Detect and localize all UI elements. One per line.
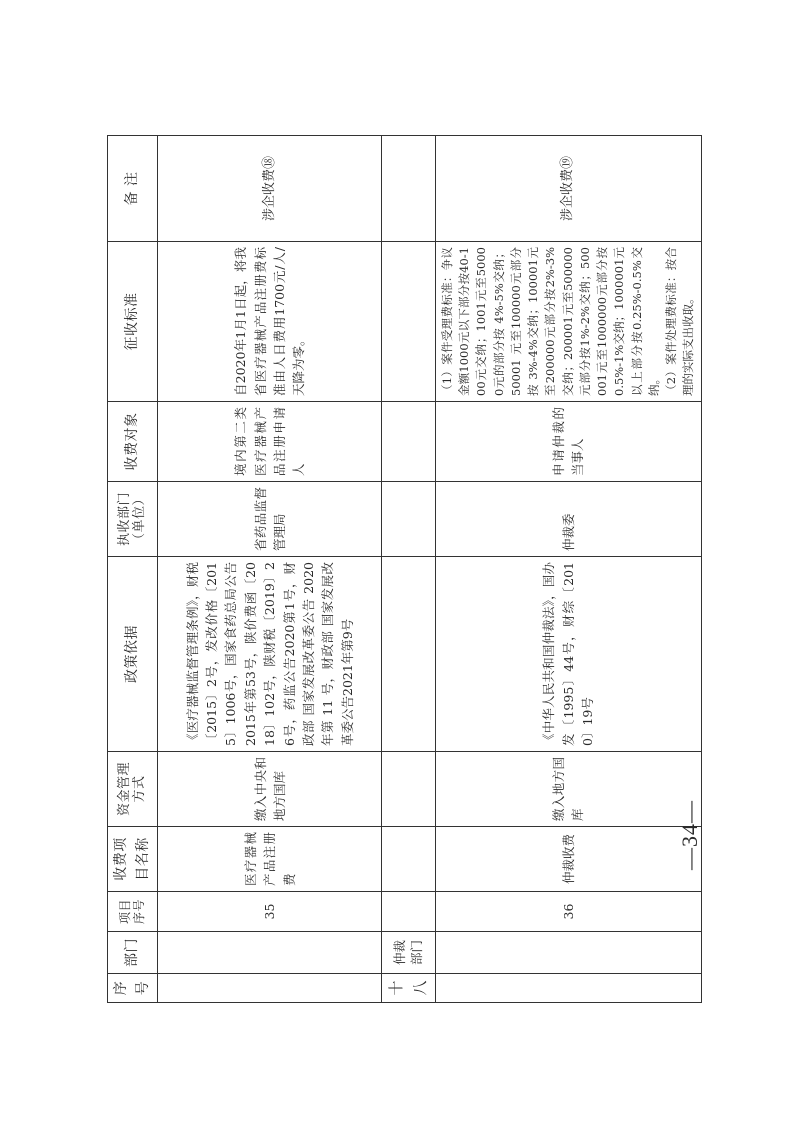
cell-section-dept: 仲裁部门 [382,932,436,974]
cell-empty [382,242,436,402]
table-row-section-18 [382,136,436,1003]
table-row-36 [435,136,701,1003]
header-payer: 收费对象 [108,402,158,482]
header-notes: 备 注 [108,136,158,242]
cell-empty [382,892,436,932]
standard-part-1: （1）案件受理费标准：争议金额1000元以下部分按40-100元交纳；1001元至50000元的部分按 4%-5%交纳；50001 元至100000元部分按 3%-4%交纳；100001元至200000元部分按2%-3%交纳；200001元至500000元部分按1%-2%交纳；500001元至1000000元部分按0.5%-1%交纳；1000001元以上部分按0.25%-0.5%交纳。 [439,247,661,396]
fee-table [107,135,702,1003]
cell-exec-dept: 省药品监督管理局 [158,482,382,557]
cell-standard [435,242,701,402]
standard-part-2: （2）案件处理费标准：按合理的实际支出收取。 [664,247,696,396]
header-item-no: 项目序号 [108,892,158,932]
cell-empty [382,402,436,482]
cell-basis: 《医疗器械监督管理条例》，财税〔2015〕2号，发改价格〔2015〕1006号，国家食药总局公告2015年第53号，陕价费函〔2018〕102号，陕财税〔2019〕26号，药监公告2020第1号，财政部 国家发展改革委公告 2020 年第 11 号，财政部 国家发展改革委公告2021年第9号 [158,557,382,752]
cell-dept [435,932,701,974]
cell-empty [382,482,436,557]
cell-notes: 涉企收费⑱ [158,136,382,242]
cell-fund-mgmt: 缴入中央和地方国库 [158,752,382,827]
cell-notes: 涉企收费⑲ [435,136,701,242]
header-standard: 征收标准 [108,242,158,402]
cell-fund-mgmt: 缴入地方国库 [435,752,701,827]
table-header-row [108,136,158,1003]
page-number: —34— [677,800,702,870]
header-exec-dept: 执收部门（单位） [108,482,158,557]
header-item-name: 收费项目名称 [108,827,158,892]
cell-item-no: 36 [435,892,701,932]
cell-standard: 自2020年1月1日起，将我省医疗器械产品注册费标准由人日费用1700元/人/天降为零。 [158,242,382,402]
cell-exec-dept: 仲裁委 [435,482,701,557]
cell-dept [158,932,382,974]
cell-item-no: 35 [158,892,382,932]
header-fund-mgmt: 资金管理方式 [108,752,158,827]
cell-empty [382,557,436,752]
cell-payer: 境内第二类医疗器械产品注册申请人 [158,402,382,482]
cell-empty [382,827,436,892]
cell-seq [158,974,382,1003]
cell-item-name: 仲裁收费 [435,827,701,892]
cell-section-seq: 十八 [382,974,436,1003]
table-row-35 [158,136,382,1003]
header-basis: 政策依据 [108,557,158,752]
header-seq: 序号 [108,974,158,1003]
header-dept: 部门 [108,932,158,974]
fee-table-rotated [107,136,696,1003]
cell-seq [435,974,701,1003]
cell-payer: 申请仲裁的当事人 [435,402,701,482]
cell-empty [382,136,436,242]
cell-empty [382,752,436,827]
cell-basis: 《中华人民共和国仲裁法》，国办发〔1995〕44号，财综〔2010〕19号 [435,557,701,752]
cell-item-name: 医疗器械产品注册费 [158,827,382,892]
